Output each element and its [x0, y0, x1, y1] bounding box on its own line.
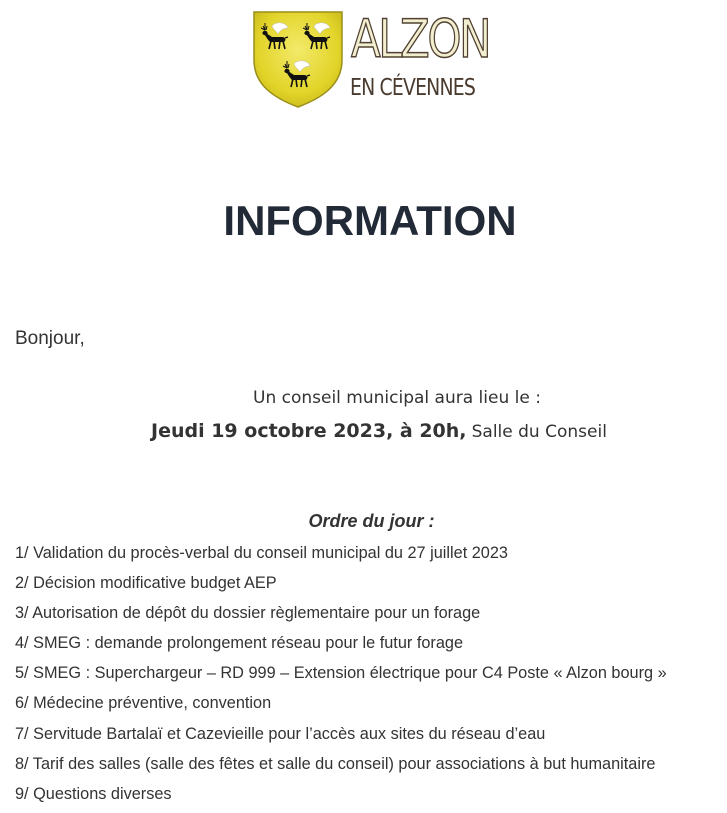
agenda-item: 7/ Servitude Bartalaï et Cazevieille pour l’accès aux sites du réseau d’eau	[15, 724, 546, 743]
agenda-item: 1/ Validation du procès-verbal du conseil municipal du 27 juillet 2023	[15, 544, 508, 562]
page-title: INFORMATION	[223, 197, 517, 244]
agenda-list	[15, 538, 667, 809]
agenda-item: 2/ Décision modificative budget AEP	[15, 574, 277, 593]
agenda-item: 8/ Tarif des salles (salle des fêtes et salle du conseil) pour associations à but humanitaire	[15, 754, 656, 773]
agenda-item: 3/ Autorisation de dépôt du dossier règlementaire pour un forage	[15, 604, 481, 623]
meeting-where: Salle du Conseil	[471, 422, 607, 442]
meeting-date-line	[151, 418, 607, 445]
agenda-title: Ordre du jour :	[308, 511, 435, 531]
coat-of-arms-icon	[252, 10, 344, 108]
agenda-item: 9/ Questions diverses	[15, 784, 172, 803]
logo-name: ALZON	[351, 9, 490, 70]
meeting-when: Jeudi 19 octobre 2023, à 20h,	[151, 420, 467, 442]
agenda-item: 4/ SMEG : demande prolongement réseau pour le futur forage	[15, 634, 463, 653]
agenda-item: 5/ SMEG : Superchargeur – RD 999 – Extension électrique pour C4 Poste « Alzon bourg »	[15, 664, 667, 683]
logo-subtitle: EN CÉVENNES	[350, 75, 476, 101]
announcement: Un conseil municipal aura lieu le :	[253, 388, 541, 408]
greeting: Bonjour,	[15, 328, 85, 349]
agenda-item: 6/ Médecine préventive, convention	[15, 694, 272, 713]
alzon-logo	[252, 10, 492, 110]
